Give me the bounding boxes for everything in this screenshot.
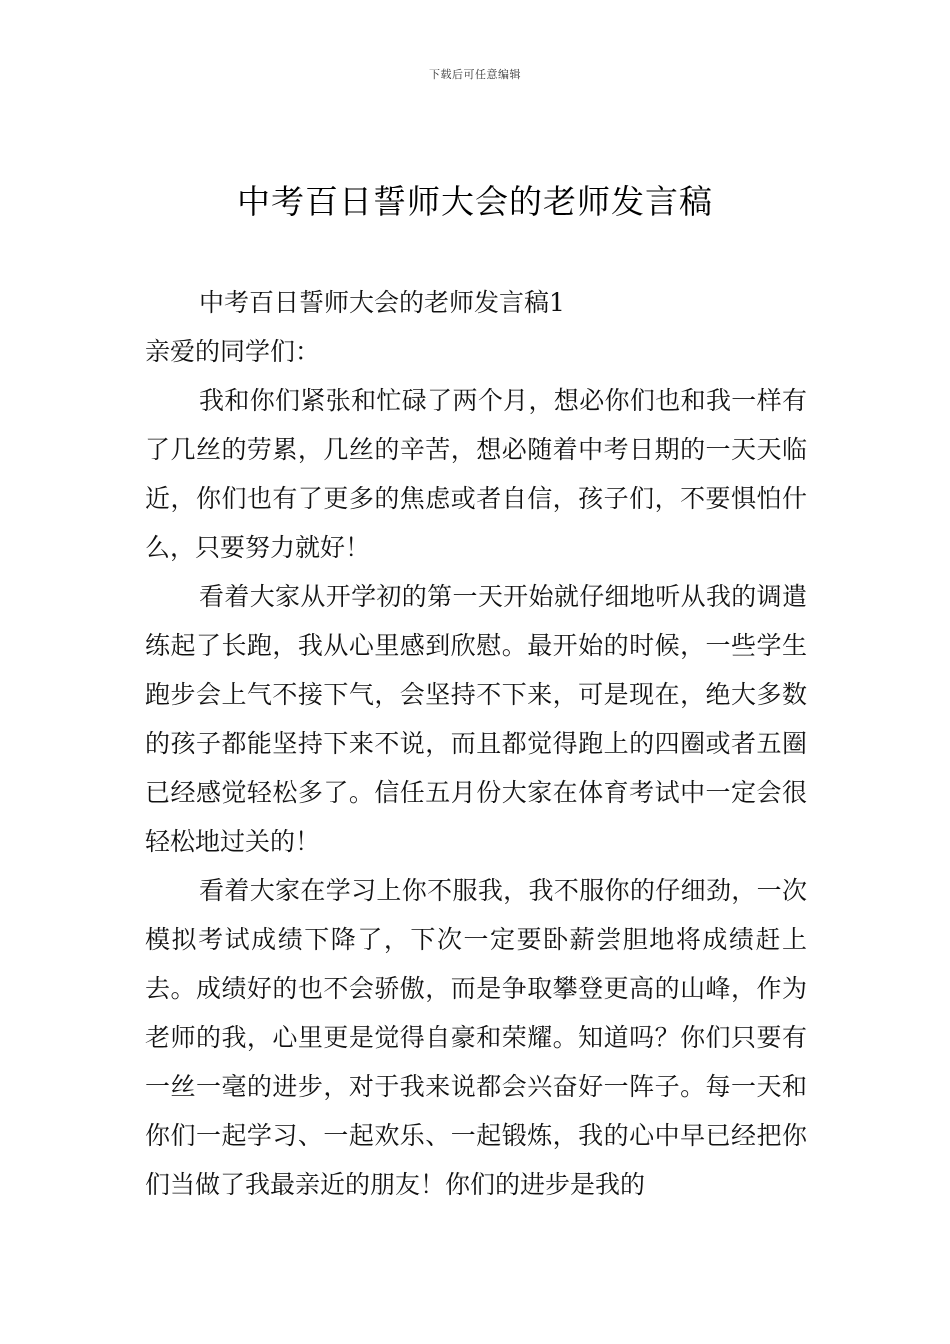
section-subtitle: 中考百日誓师大会的老师发言稿1 [199,288,565,317]
paragraph: 看着大家从开学初的第一天开始就仔细地听从我的调遣练起了长跑，我从心里感到欣慰。最开始的时候，一些学生跑步会上气不接下气，会坚持不下来，可是现在，绝大多数的孩子都能坚持下来不说，而且都觉得跑上的四圈或者五圈已经感觉轻松多了。信任五月份大家在体育考试中一定会很轻松地过关的！ [145,582,807,856]
header-note: 下载后可任意编辑 [429,68,521,81]
document-body [145,278,807,1209]
document-title: 中考百日誓师大会的老师发言稿 [237,182,713,221]
paragraph: 我和你们紧张和忙碌了两个月，想必你们也和我一样有了几丝的劳累，几丝的辛苦，想必随着中考日期的一天天临近，你们也有了更多的焦虑或者自信，孩子们，不要惧怕什么，只要努力就好！ [145,386,807,562]
salutation: 亲爱的同学们： [145,337,321,366]
paragraph: 看着大家在学习上你不服我，我不服你的仔细劲，一次模拟考试成绩下降了，下次一定要卧薪尝胆地将成绩赶上去。成绩好的也不会骄傲，而是争取攀登更高的山峰，作为老师的我，心里更是觉得自豪和荣耀。知道吗？你们只要有一丝一毫的进步，对于我来说都会兴奋好一阵子。每一天和你们一起学习、一起欢乐、一起锻炼，我的心中早已经把你们当做了我最亲近的朋友！你们的进步是我的 [145,876,807,1199]
